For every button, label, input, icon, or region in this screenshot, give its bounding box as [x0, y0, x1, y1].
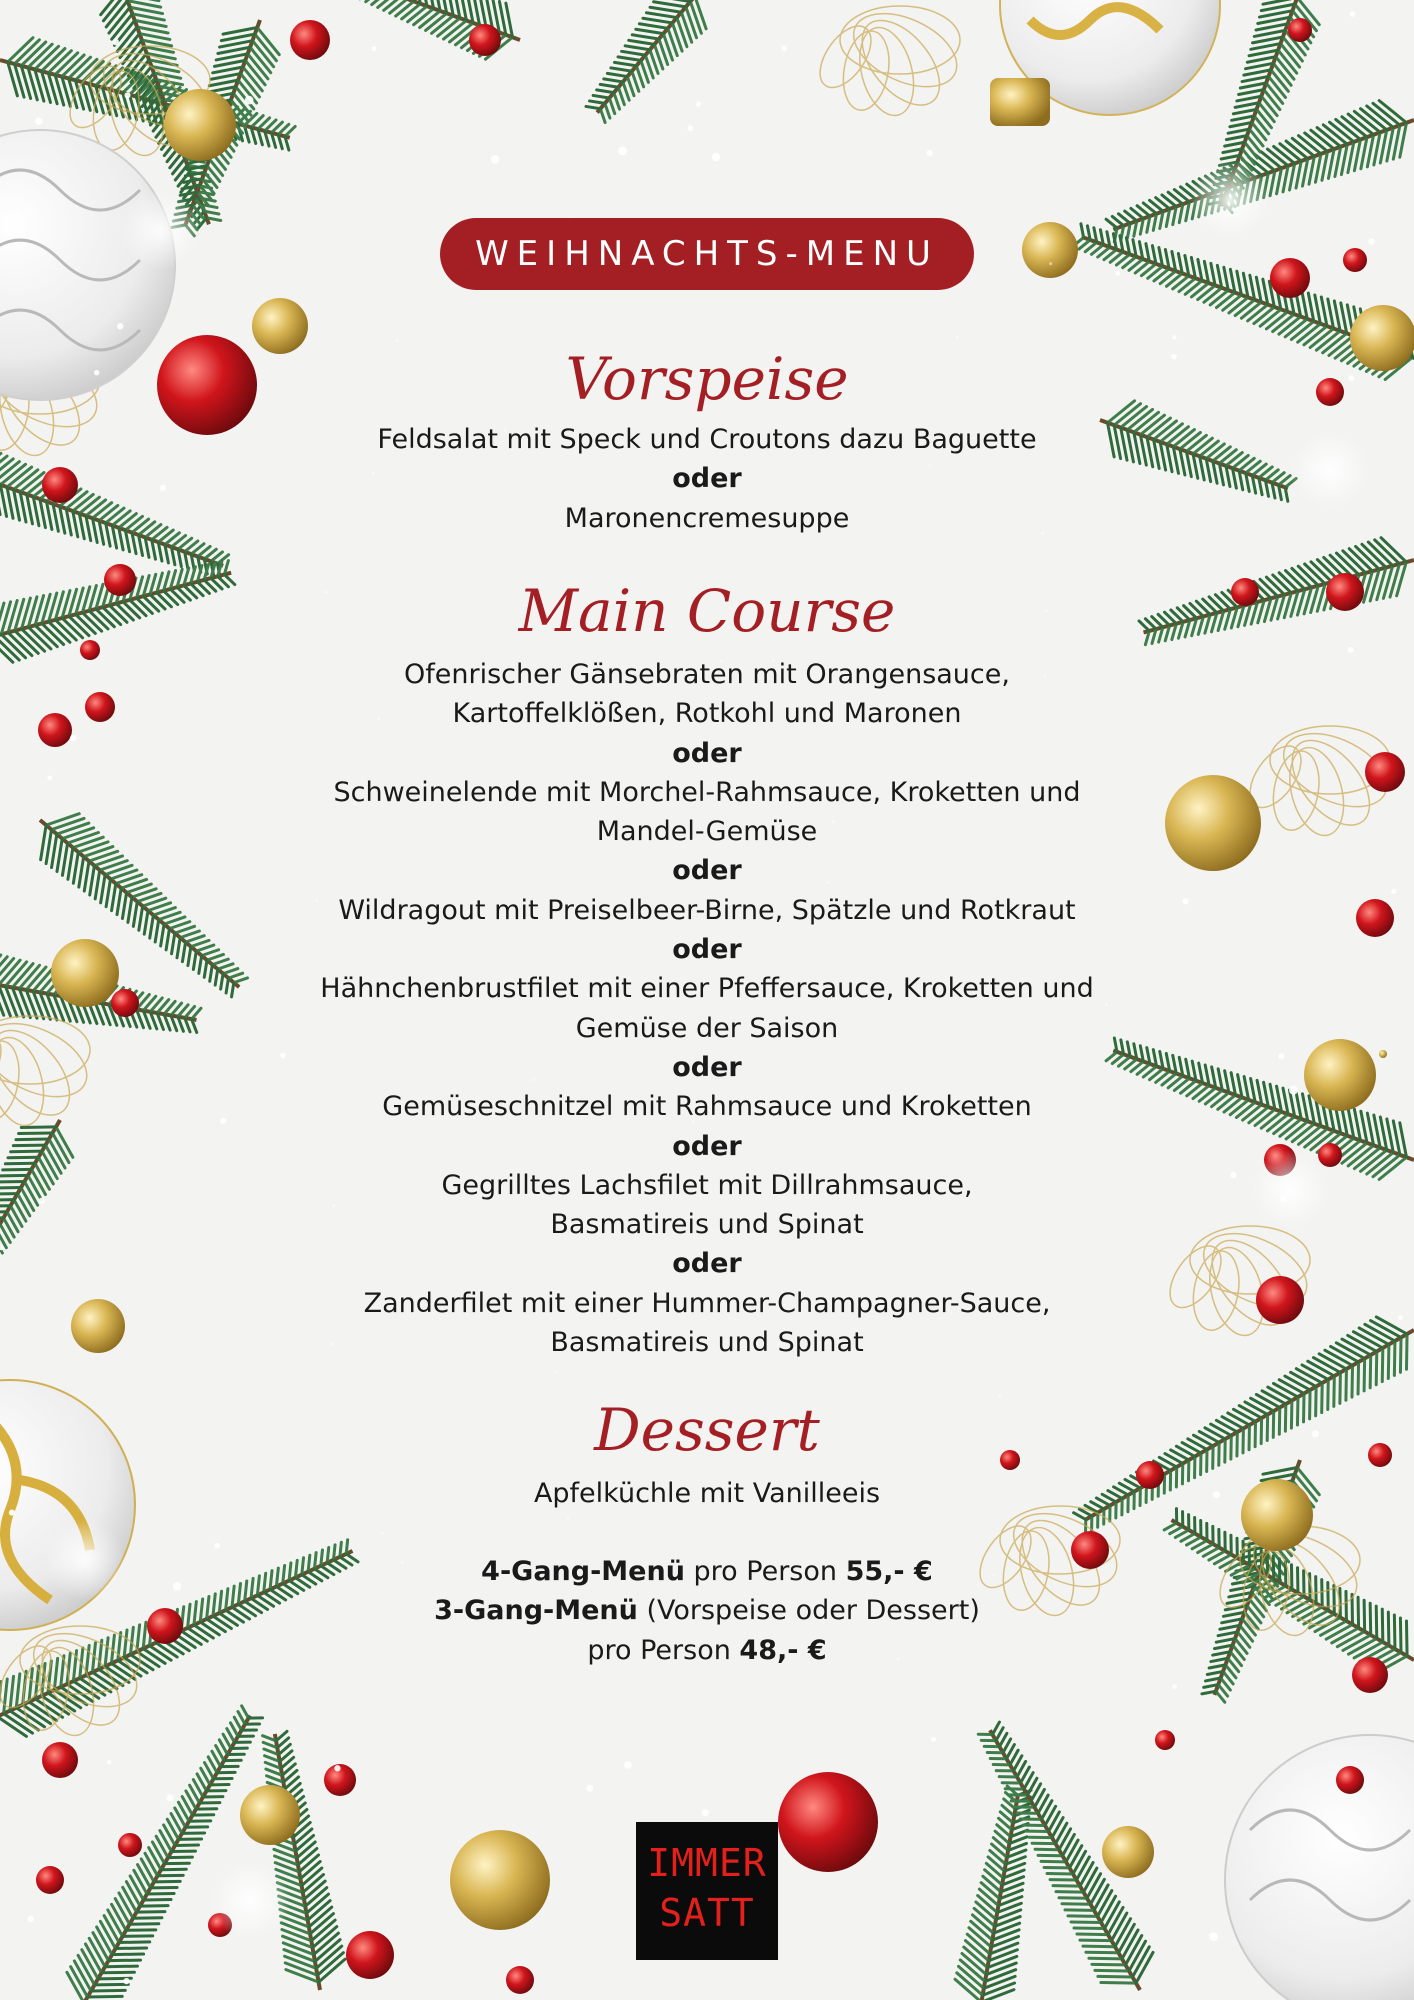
- menu-item: Ofenrischer Gänsebraten mit Orangensauce,: [404, 659, 1010, 690]
- logo-line-2: SATT: [659, 1891, 755, 1935]
- menu-item: Mandel-Gemüse: [596, 816, 818, 848]
- snow-sparkle: [1349, 11, 1355, 17]
- snow-sparkle: [491, 155, 500, 164]
- menu-title-badge: [440, 218, 974, 290]
- menu-title: WEIHNACHTS-MENU: [475, 234, 939, 274]
- red-bauble: [778, 1772, 878, 1872]
- menu-item: Kartoffelklößen, Rotkohl und Maronen: [452, 698, 962, 730]
- red-bauble: [118, 1833, 142, 1857]
- heading-vorspeise: Vorspeise: [565, 345, 849, 413]
- red-bauble: [346, 1931, 394, 1979]
- snow-sparkle: [1172, 335, 1176, 339]
- snow-sparkle: [372, 46, 377, 51]
- or-separator: oder: [672, 1248, 742, 1280]
- snow-sparkle: [381, 1532, 384, 1535]
- pricing: [0, 1552, 1414, 1670]
- gold-bauble: [1102, 1826, 1154, 1878]
- snow-sparkle: [117, 323, 123, 329]
- snow-sparkle: [1049, 262, 1052, 265]
- snow-sparkle: [956, 336, 959, 339]
- four-course-price: 55,- €: [845, 1556, 933, 1587]
- gold-bauble: [450, 1830, 550, 1930]
- or-separator: oder: [672, 463, 742, 495]
- menu-item: Maronencremesuppe: [564, 502, 850, 534]
- snow-sparkle: [586, 1785, 593, 1792]
- light-glow: [1190, 160, 1270, 240]
- gold-wire: [847, 6, 954, 119]
- menu-item: Gemüse der Saison: [575, 1012, 839, 1044]
- gold-wire: [838, 27, 895, 113]
- snow-sparkle: [1348, 647, 1354, 653]
- snow-sparkle: [555, 1370, 558, 1373]
- ornament-cap: [990, 78, 1050, 126]
- snow-sparkle: [245, 96, 254, 105]
- snow-sparkle: [712, 153, 720, 161]
- gold-wire: [810, 17, 881, 96]
- red-bauble: [1155, 1730, 1175, 1750]
- immer-satt-logo: [636, 1822, 778, 1960]
- gold-bauble: [164, 89, 236, 161]
- menu-item: Apfelküchle mit Vanilleeis: [533, 1478, 881, 1509]
- or-separator: oder: [672, 1051, 742, 1083]
- snow-sparkle: [931, 1737, 936, 1742]
- white-ornament: [1225, 1735, 1414, 2000]
- or-separator: oder: [672, 855, 742, 887]
- snow-sparkle: [123, 1978, 129, 1984]
- snow-sparkle: [618, 146, 627, 155]
- snow-sparkle: [334, 1765, 340, 1771]
- snow-sparkle: [702, 1809, 709, 1816]
- snow-sparkle: [1115, 271, 1120, 276]
- menu-item: Zanderfilet mit einer Hummer-Champagner-Sauce,: [363, 1287, 1051, 1319]
- menu-item: Basmatireis und Spinat: [550, 1209, 864, 1241]
- price-line-three-course-price: [0, 1631, 1414, 1670]
- pine-branch: [54, 1697, 278, 2000]
- menu-item: Gegrilltes Lachsfilet mit Dillrahmsauce,: [441, 1169, 973, 1201]
- snow-sparkle: [688, 125, 694, 131]
- menu-item: Feldsalat mit Speck und Croutons dazu Baguette: [377, 424, 1037, 455]
- or-separator: oder: [672, 1130, 742, 1162]
- heading-main-course: Main Course: [518, 577, 896, 645]
- snow-sparkle: [926, 150, 932, 156]
- three-course-label: 3-Gang-Menü: [434, 1595, 638, 1627]
- three-course-price: 48,- €: [739, 1634, 827, 1666]
- four-course-per-person: pro Person: [684, 1556, 846, 1587]
- snow-sparkle: [107, 1760, 111, 1764]
- snow-sparkle: [396, 339, 399, 342]
- price-line-four-course: [0, 1552, 1414, 1591]
- gold-bauble: [240, 1785, 300, 1845]
- menu-item: Wildragout mit Preiselbeer-Birne, Spätzle und Rotkraut: [338, 894, 1076, 926]
- or-separator: oder: [672, 934, 742, 966]
- snow-sparkle: [124, 92, 130, 98]
- menu-item: Schweinelende mit Morchel-Rahmsauce, Kroketten und: [333, 776, 1081, 808]
- snow-sparkle: [624, 1761, 632, 1769]
- price-line-three-course: [0, 1591, 1414, 1630]
- red-bauble: [1288, 18, 1312, 42]
- red-bauble: [1336, 1766, 1364, 1794]
- red-bauble: [469, 24, 501, 56]
- snow-sparkle: [166, 1794, 173, 1801]
- snow-sparkle: [214, 1543, 220, 1549]
- light-glow: [120, 190, 200, 270]
- snow-sparkle: [781, 45, 787, 51]
- snow-sparkle: [567, 1516, 570, 1519]
- pine-branch: [951, 1783, 1049, 2000]
- three-course-per-person: pro Person: [587, 1634, 740, 1666]
- four-course-label: 4-Gang-Menü: [481, 1556, 685, 1587]
- snow-sparkle: [1209, 1932, 1218, 1941]
- red-bauble: [36, 1866, 64, 1894]
- snow-sparkle: [112, 39, 119, 46]
- dessert-items: [0, 1474, 1414, 1513]
- light-glow: [210, 1860, 290, 1940]
- red-bauble: [506, 1966, 534, 1994]
- red-bauble: [1343, 248, 1367, 272]
- red-bauble: [42, 1742, 78, 1778]
- snow-sparkle: [1368, 238, 1374, 244]
- heading-dessert: Dessert: [594, 1396, 820, 1464]
- or-separator: oder: [672, 737, 742, 769]
- main-course-items: [0, 655, 1414, 1362]
- gold-bauble: [1022, 222, 1078, 278]
- red-bauble: [1270, 258, 1310, 298]
- snow-sparkle: [1172, 1684, 1177, 1689]
- three-course-note: (Vorspeise oder Dessert): [637, 1595, 980, 1627]
- menu-item: Gemüseschnitzel mit Rahmsauce und Kroketten: [382, 1091, 1032, 1123]
- vorspeise-items: [0, 420, 1414, 538]
- pine-branch: [573, 0, 723, 134]
- menu-item: Hähnchenbrustfilet mit einer Pfeffersauce, Kroketten und: [320, 973, 1094, 1005]
- menu-item: Basmatireis und Spinat: [550, 1327, 864, 1359]
- red-bauble: [290, 20, 330, 60]
- snow-sparkle: [27, 1916, 34, 1923]
- snow-sparkle: [696, 101, 701, 106]
- snow-sparkle: [35, 117, 43, 125]
- logo-line-1: IMMER: [647, 1841, 767, 1885]
